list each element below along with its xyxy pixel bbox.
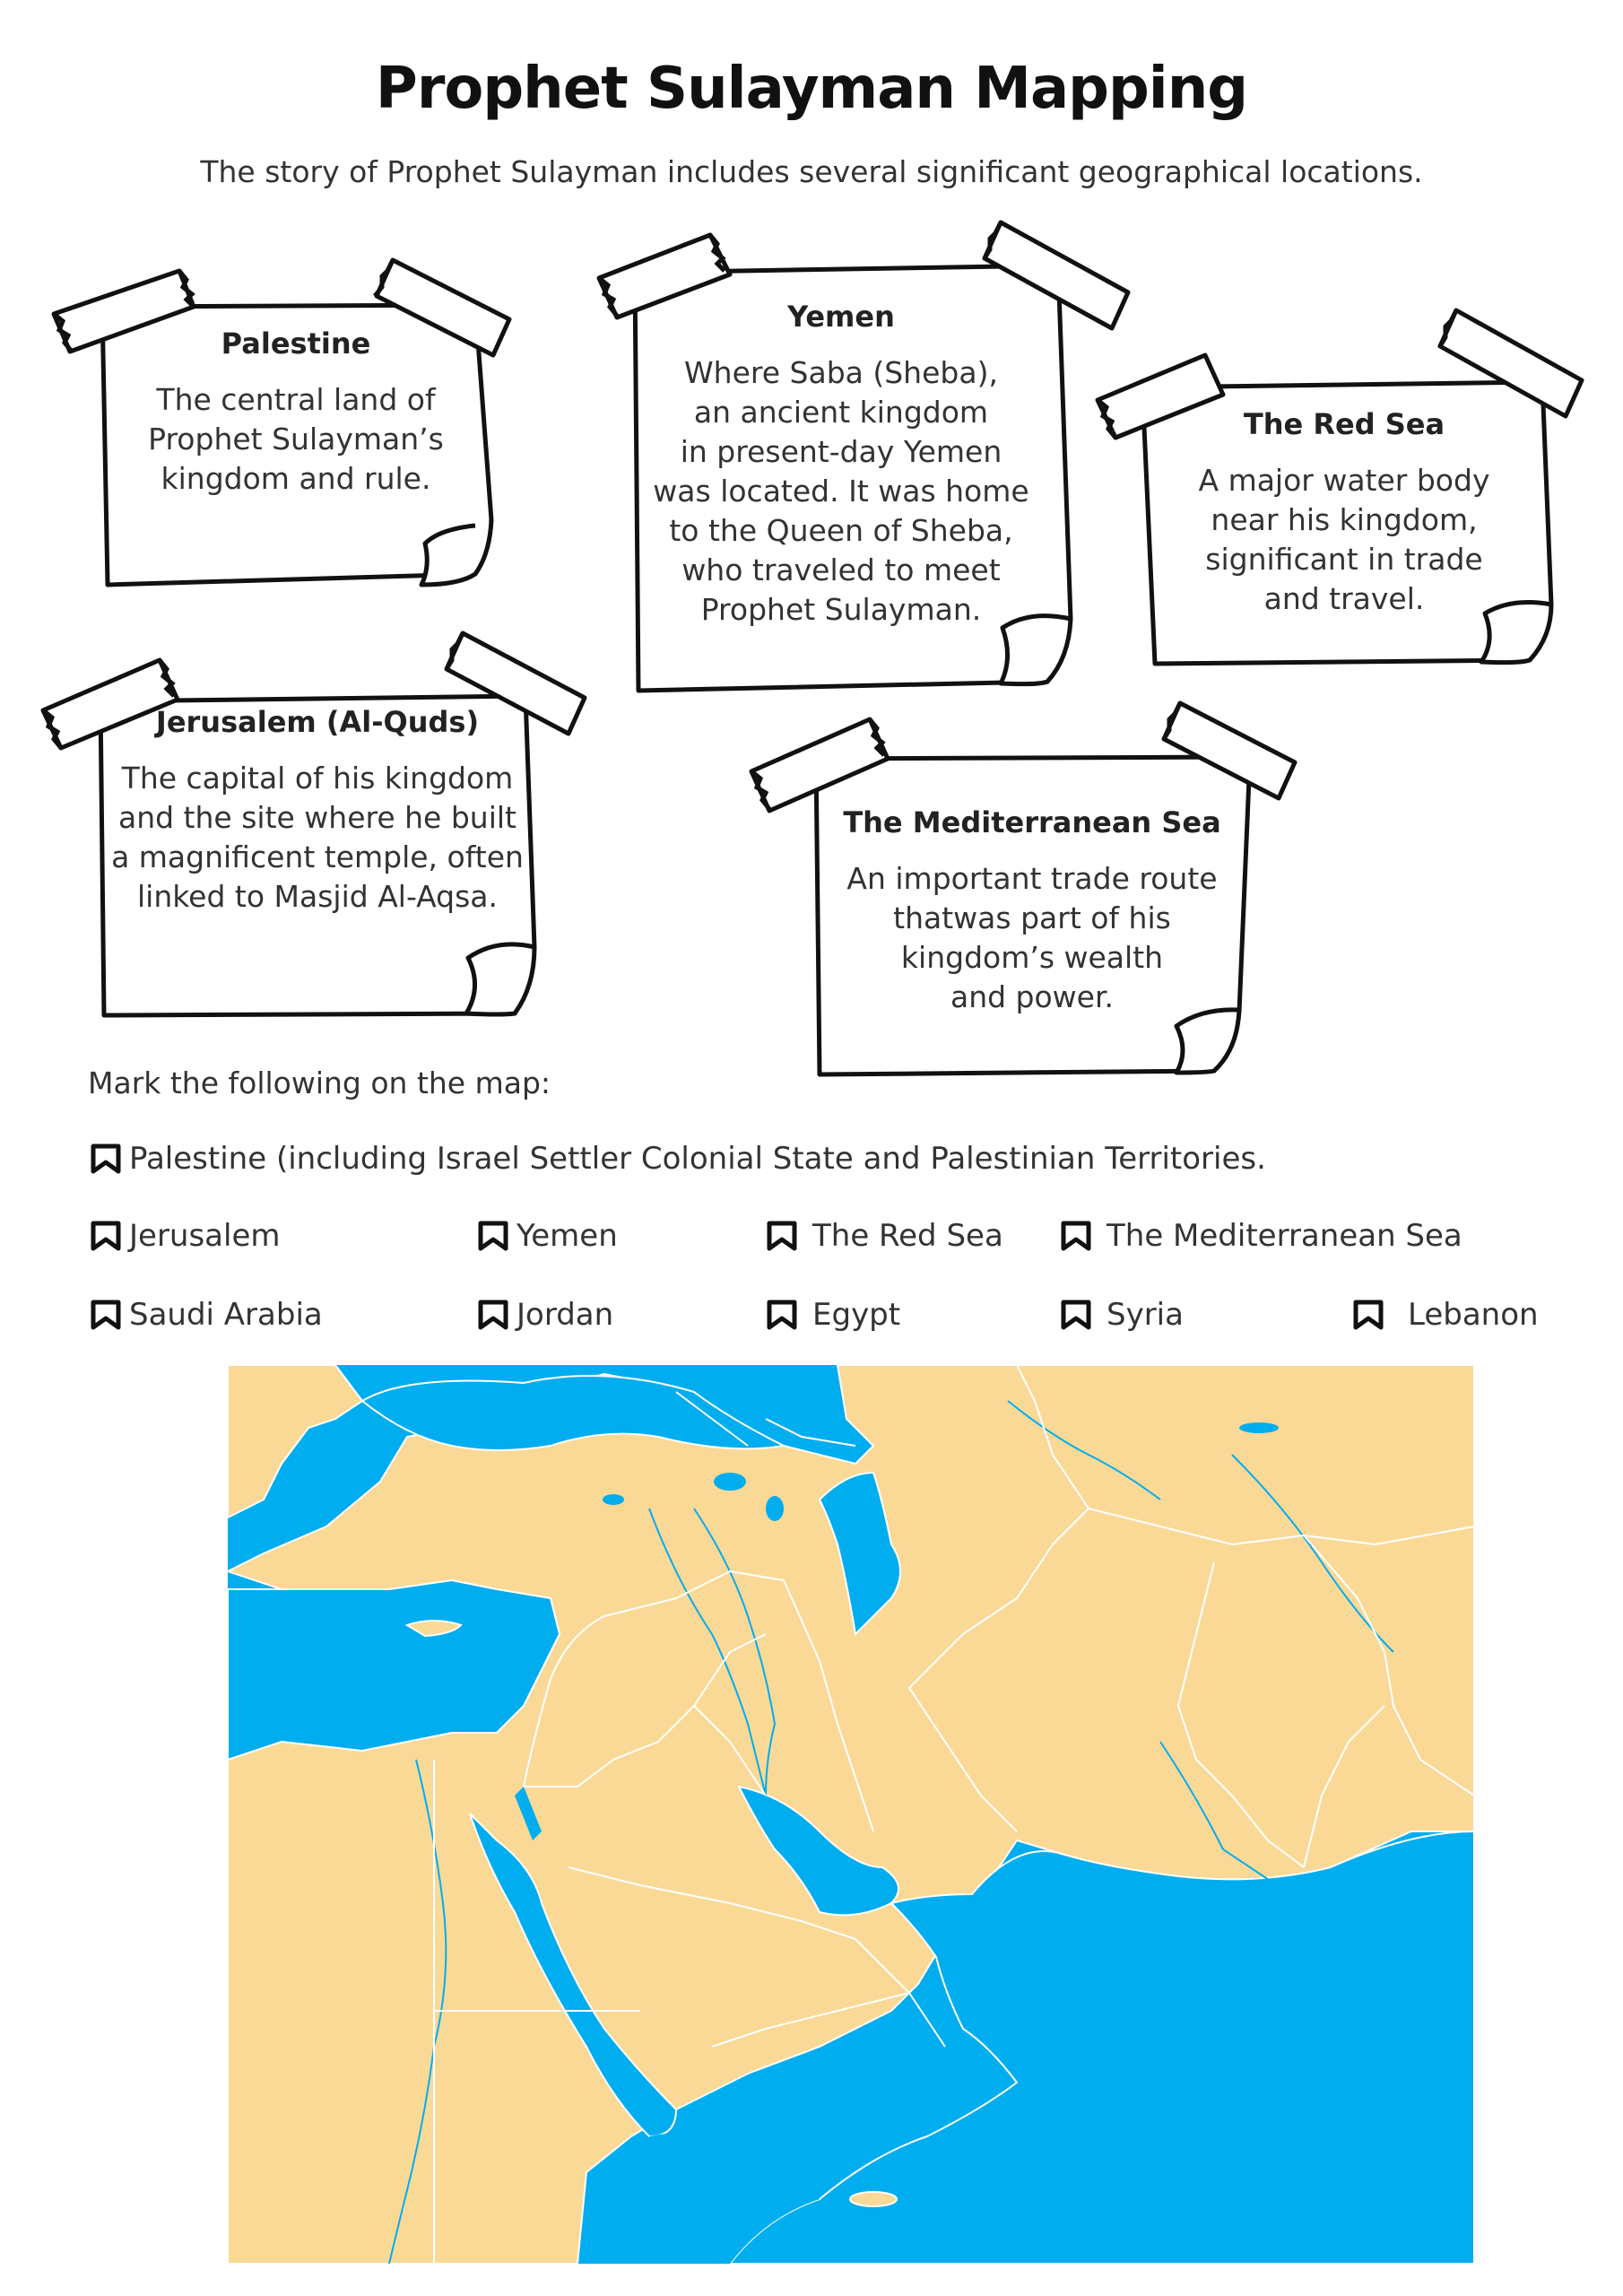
note-yemen bbox=[599, 215, 1146, 700]
bookmark-checkbox-icon[interactable] bbox=[1350, 1297, 1386, 1333]
checklist-item[interactable] bbox=[1058, 1297, 1184, 1333]
note-jerusalem bbox=[43, 619, 599, 1022]
bookmark-checkbox-icon[interactable] bbox=[88, 1218, 124, 1254]
checklist-item[interactable] bbox=[475, 1297, 613, 1333]
note-line: The central land of bbox=[156, 382, 436, 417]
checklist-item[interactable] bbox=[88, 1141, 1266, 1177]
checklist-label: The Mediterranean Sea bbox=[1107, 1218, 1462, 1254]
checklist-label: Egypt bbox=[812, 1297, 901, 1333]
bookmark-checkbox-icon[interactable] bbox=[88, 1141, 124, 1177]
note-palestine bbox=[54, 251, 520, 592]
blank-map[interactable] bbox=[228, 1365, 1474, 2264]
note-line: near his kingdom, bbox=[1211, 502, 1478, 537]
bookmark-checkbox-icon[interactable] bbox=[764, 1297, 800, 1333]
note-line: Prophet Sulayman’s bbox=[148, 422, 444, 457]
checklist-item[interactable] bbox=[475, 1218, 618, 1254]
bookmark-checkbox-icon[interactable] bbox=[764, 1218, 800, 1254]
note-line: a magnificent temple, often bbox=[111, 839, 524, 874]
note-line: kingdom’s wealth bbox=[900, 940, 1164, 975]
intro-text: The story of Prophet Sulayman includes several significant geographical locations. bbox=[200, 154, 1423, 189]
note-title: Yemen bbox=[787, 300, 895, 334]
blank-regional-map-icon bbox=[228, 1365, 1474, 2264]
bookmark-checkbox-icon[interactable] bbox=[88, 1297, 124, 1333]
note-line: to the Queen of Sheba, bbox=[669, 513, 1013, 548]
note-title: Jerusalem (Al-Quds) bbox=[155, 705, 480, 739]
checklist-item[interactable] bbox=[764, 1218, 1003, 1254]
note-line: Where Saba (Sheba), bbox=[684, 355, 998, 390]
checklist-item[interactable] bbox=[1350, 1297, 1539, 1333]
checklist-item[interactable] bbox=[88, 1297, 323, 1333]
checklist-label: The Red Sea bbox=[812, 1218, 1003, 1254]
note-title: Palestine bbox=[221, 326, 371, 361]
note-line: The capital of his kingdom bbox=[121, 761, 514, 796]
note-line: and travel. bbox=[1263, 581, 1425, 616]
note-line: thatwas part of his bbox=[893, 900, 1171, 935]
note-line: linked to Masjid Al-Aqsa. bbox=[137, 879, 498, 914]
note-line: Prophet Sulayman. bbox=[700, 592, 982, 627]
checklist-item[interactable] bbox=[1058, 1218, 1462, 1254]
note-line: kingdom and rule. bbox=[161, 461, 431, 496]
note-line: an ancient kingdom bbox=[693, 395, 989, 430]
note-line: in present-day Yemen bbox=[680, 434, 1002, 469]
bookmark-checkbox-icon[interactable] bbox=[475, 1297, 511, 1333]
bookmark-checkbox-icon[interactable] bbox=[1058, 1218, 1094, 1254]
note-mediterranean bbox=[748, 700, 1304, 1094]
note-line: was located. It was home bbox=[653, 474, 1029, 509]
checklist-label: Saudi Arabia bbox=[129, 1297, 323, 1333]
checklist-label: Syria bbox=[1107, 1297, 1184, 1333]
checklist-label: Lebanon bbox=[1408, 1297, 1539, 1333]
checklist-item[interactable] bbox=[88, 1218, 281, 1254]
checklist-label: Palestine (including Israel Settler Colonial State and Palestinian Territories. bbox=[129, 1141, 1266, 1177]
note-line: who traveled to meet bbox=[681, 552, 1001, 587]
checklist-heading: Mark the following on the map: bbox=[88, 1065, 551, 1100]
checklist-label: Jerusalem bbox=[129, 1218, 281, 1254]
note-line: and the site where he built bbox=[117, 800, 516, 835]
note-title: The Mediterranean Sea bbox=[843, 805, 1221, 839]
bookmark-checkbox-icon[interactable] bbox=[1058, 1297, 1094, 1333]
note-red-sea bbox=[1098, 301, 1600, 669]
note-line: An important trade route bbox=[846, 861, 1218, 896]
page-title: Prophet Sulayman Mapping bbox=[375, 56, 1248, 122]
note-line: significant in trade bbox=[1205, 542, 1483, 577]
note-line: A major water body bbox=[1198, 463, 1490, 498]
bookmark-checkbox-icon[interactable] bbox=[475, 1218, 511, 1254]
note-title: The Red Sea bbox=[1243, 407, 1445, 441]
checklist-label: Jordan bbox=[516, 1297, 614, 1333]
note-line: and power. bbox=[950, 979, 1115, 1014]
checklist-item[interactable] bbox=[764, 1297, 900, 1333]
checklist-label: Yemen bbox=[516, 1218, 618, 1254]
